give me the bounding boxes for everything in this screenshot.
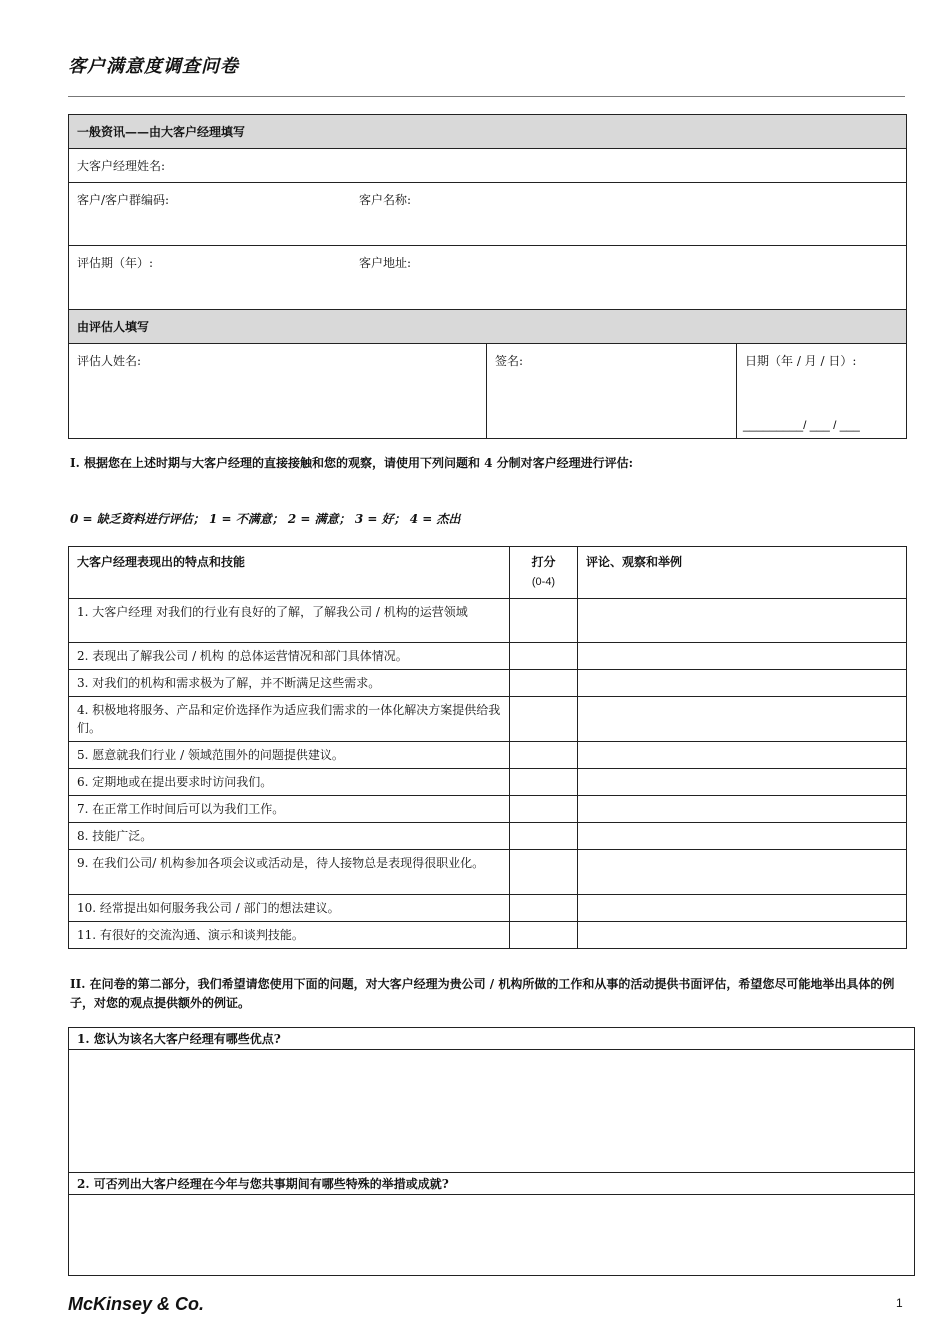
comment-cell[interactable] — [578, 796, 907, 823]
open-questions-table — [68, 1027, 915, 1276]
date-field[interactable] — [737, 344, 907, 439]
client-name-label: 客户名称: — [359, 193, 412, 207]
general-info-table — [68, 114, 907, 439]
signature-label: 签名: — [495, 354, 524, 368]
score-cell[interactable] — [510, 850, 578, 895]
traits-column-header: 大客户经理表现出的特点和技能 — [69, 547, 510, 599]
score-column-header — [510, 547, 578, 599]
trait-item: 8. 技能广泛。 — [69, 823, 510, 850]
client-address-label: 客户地址: — [359, 256, 412, 270]
footer-brand: McKinsey & Co. — [68, 1294, 205, 1314]
trait-item: 11. 有很好的交流沟通、演示和谈判技能。 — [69, 922, 510, 949]
score-cell[interactable] — [510, 742, 578, 769]
table-row — [69, 850, 907, 895]
comment-cell[interactable] — [578, 769, 907, 796]
trait-item: 9. 在我们公司/ 机构参加各项会议或活动是，待人接物总是表现得很职业化。 — [69, 850, 510, 895]
score-cell[interactable] — [510, 823, 578, 850]
trait-item: 7. 在正常工作时间后可以为我们工作。 — [69, 796, 510, 823]
table-row — [69, 599, 907, 643]
page-title: 客户满意度调查问卷 — [68, 56, 239, 77]
page-number: 1 — [896, 1296, 903, 1310]
score-cell[interactable] — [510, 599, 578, 643]
trait-item: 6. 定期地或在提出要求时访问我们。 — [69, 769, 510, 796]
client-code-row[interactable] — [69, 183, 907, 246]
comment-cell[interactable] — [578, 670, 907, 697]
trait-item: 5. 愿意就我们行业 / 领域范围外的问题提供建议。 — [69, 742, 510, 769]
title-divider — [68, 96, 905, 97]
comment-cell[interactable] — [578, 697, 907, 742]
evaluator-name-field[interactable] — [69, 344, 487, 439]
question-1-label: 1. 您认为该名大客户经理有哪些优点? — [69, 1028, 915, 1050]
table-row — [69, 697, 907, 742]
question-2-answer-box[interactable] — [69, 1195, 915, 1276]
manager-name-label: 大客户经理姓名: — [77, 159, 166, 173]
comment-cell[interactable] — [578, 599, 907, 643]
evaluator-name-label: 评估人姓名: — [77, 354, 142, 368]
comment-cell[interactable] — [578, 850, 907, 895]
table-row — [69, 769, 907, 796]
score-cell[interactable] — [510, 697, 578, 742]
eval-period-row[interactable] — [69, 246, 907, 310]
table-row — [69, 643, 907, 670]
manager-name-field[interactable] — [69, 149, 907, 183]
score-cell[interactable] — [510, 670, 578, 697]
trait-item: 10. 经常提出如何服务我公司 / 部门的想法建议。 — [69, 895, 510, 922]
section1-instruction: I. 根据您在上述时期与大客户经理的直接接触和您的观察，请使用下列问题和 4 分制对客户经理进行评估: — [70, 456, 634, 470]
trait-item: 4. 积极地将服务、产品和定价选择作为适应我们需求的一体化解决方案提供给我们。 — [69, 697, 510, 742]
question-1-answer-box[interactable] — [69, 1050, 915, 1173]
table-row — [69, 796, 907, 823]
question-2-label: 2. 可否列出大客户经理在今年与您共事期间有哪些特殊的举措或成就? — [69, 1173, 915, 1195]
table-row — [69, 670, 907, 697]
comment-cell[interactable] — [578, 742, 907, 769]
table-row — [69, 922, 907, 949]
rating-table — [68, 546, 907, 949]
eval-period-label: 评估期（年）: — [77, 256, 154, 270]
date-blank: _________/ ___ / ___ — [743, 418, 860, 432]
table-row — [69, 742, 907, 769]
comment-cell[interactable] — [578, 643, 907, 670]
trait-item: 3. 对我们的机构和需求极为了解，并不断满足这些需求。 — [69, 670, 510, 697]
general-info-header: 一般资讯——由大客户经理填写 — [69, 115, 907, 149]
trait-item: 1. 大客户经理 对我们的行业有良好的了解，了解我公司 / 机构的运营领域 — [69, 599, 510, 643]
score-header-range: (0-4) — [531, 576, 556, 588]
table-row — [69, 895, 907, 922]
signature-field[interactable] — [487, 344, 737, 439]
trait-item: 2. 表现出了解我公司 / 机构 的总体运营情况和部门具体情况。 — [69, 643, 510, 670]
score-cell[interactable] — [510, 769, 578, 796]
evaluator-header: 由评估人填写 — [69, 310, 907, 344]
client-code-label: 客户/客户群编码: — [77, 193, 170, 207]
score-cell[interactable] — [510, 643, 578, 670]
date-label: 日期（年 / 月 / 日）: — [745, 354, 857, 368]
comment-cell[interactable] — [578, 823, 907, 850]
score-cell[interactable] — [510, 922, 578, 949]
comments-column-header: 评论、观察和举例 — [578, 547, 907, 599]
score-cell[interactable] — [510, 796, 578, 823]
score-cell[interactable] — [510, 895, 578, 922]
comment-cell[interactable] — [578, 922, 907, 949]
comment-cell[interactable] — [578, 895, 907, 922]
rating-scale: 0 = 缺乏资料进行评估； 1 = 不满意； 2 = 满意； 3 = 好； 4 = 杰出 — [70, 512, 461, 526]
section2-instruction: II. 在问卷的第二部分，我们希望请您使用下面的问题，对大客户经理为贵公司 / 机构所做的工作和从事的活动提供书面评估，希望您尽可能地举出具体的例子，对您的观点提供额外的例证。 — [70, 977, 895, 1010]
score-header-label: 打分 — [531, 555, 556, 569]
table-row — [69, 823, 907, 850]
